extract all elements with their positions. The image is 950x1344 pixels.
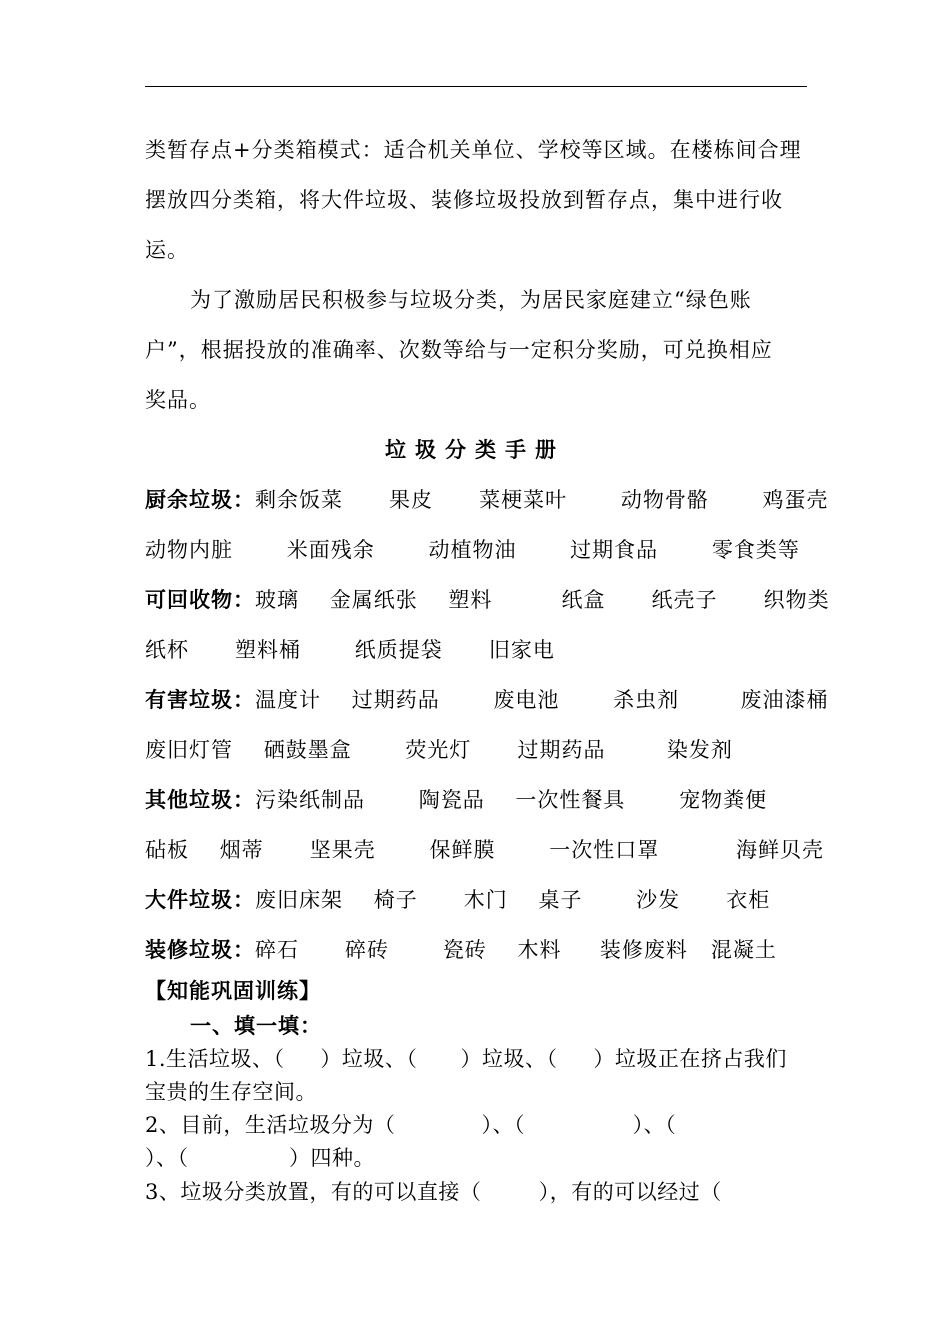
question-1-line-2: 宝贵的生存空间。 [145,1080,317,1104]
category-items: 污染纸制品 陶瓷品 一次性餐具 宠物粪便 [255,788,768,812]
intro-paragraph-2-line-3: 奖品。 [145,388,211,412]
question-2-line-2: ）、（ ）四种。 [145,1146,375,1170]
category-label: 装修垃圾： [145,937,255,962]
header-rule [145,86,807,87]
intro-paragraph-1-line-2: 摆放四分类箱，将大件垃圾、装修垃圾投放到暂存点，集中进行收 [145,188,783,212]
exercise-heading: 【知能巩固训练】 [145,978,321,1003]
category-items: 废旧床架 椅子 木门 桌子 沙发 衣柜 [255,888,771,912]
question-1-line-1: 1.生活垃圾、（ ）垃圾、（ ）垃圾、（ ）垃圾正在挤占我们 [145,1047,787,1071]
category-hazardous-line-2: 废旧灯管 硒鼓墨盒 荧光灯 过期药品 染发剂 [145,738,733,762]
category-kitchen-line-1 [145,486,829,514]
category-kitchen-line-2: 动物内脏 米面残余 动植物油 过期食品 零食类等 [145,538,800,562]
manual-title: 垃圾分类手册 [385,437,565,462]
category-items: 温度计 过期药品 废电池 杀虫剂 废油漆桶 [255,688,829,712]
exercise-section-title: 一、填一填： [190,1013,322,1038]
category-label: 大件垃圾： [145,887,255,912]
question-2-line-1: 2、目前，生活垃圾分为（ ）、（ ）、（ [145,1113,677,1137]
question-3-line-1: 3、垃圾分类放置，有的可以直接（ ），有的可以经过（ [145,1180,722,1204]
category-label: 有害垃圾： [145,687,255,712]
category-label: 厨余垃圾： [145,487,255,512]
category-items: 玻璃 金属纸张 塑料 纸盒 纸壳子 织物类 [255,588,830,612]
category-other-line-2: 砧板 烟蒂 坚果壳 保鲜膜 一次性口罩 海鲜贝壳 [145,838,824,862]
intro-paragraph-1-line-1: 类暂存点+分类箱模式：适合机关单位、学校等区域。在楼栋间合理 [145,138,802,162]
intro-paragraph-2-line-1: 为了激励居民积极参与垃圾分类，为居民家庭建立“绿色账 [190,288,752,312]
category-items: 剩余饭菜 果皮 菜梗菜叶 动物骨骼 鸡蛋壳 [255,488,829,512]
category-recyclable-line-1 [145,586,830,614]
category-label: 其他垃圾： [145,787,255,812]
intro-paragraph-2-line-2: 户”，根据投放的准确率、次数等给与一定积分奖励，可兑换相应 [145,338,773,362]
category-recyclable-line-2: 纸杯 塑料桶 纸质提袋 旧家电 [145,638,555,662]
category-label: 可回收物： [145,587,255,612]
category-items: 碎石 碎砖 瓷砖 木料 装修废料 混凝土 [255,938,777,962]
category-renovation-line-1 [145,936,777,964]
intro-paragraph-1-line-3: 运。 [145,238,189,262]
category-other-line-1 [145,786,767,814]
category-hazardous-line-1 [145,686,829,714]
category-bulky-line-1 [145,886,770,914]
